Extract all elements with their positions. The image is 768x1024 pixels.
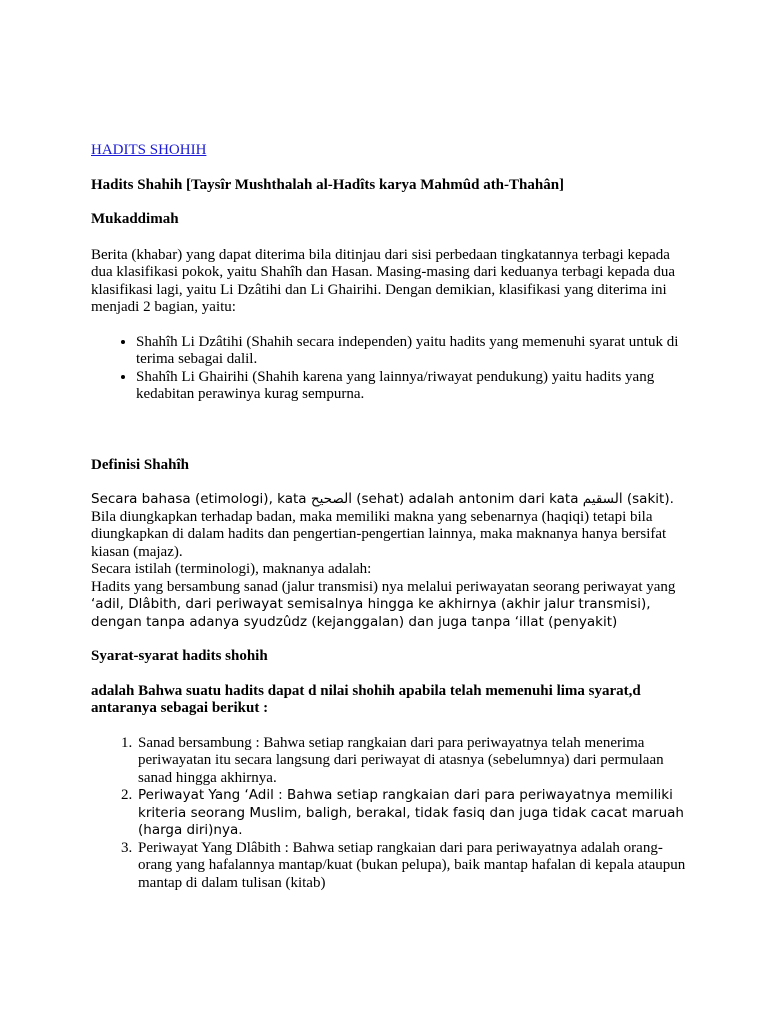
syarat-intro: adalah Bahwa suatu hadits dapat d nilai shohih apabila telah memenuhi lima syarat,d antaranya sebagai berikut : xyxy=(91,682,641,716)
syarat-text: Periwayat Yang ‘Adil : Bahwa setiap rangkaian dari para periwayatnya memiliki kriteria seorang Muslim, baligh, berakal, tidak fasiq dan juga tidak cacat maruah (harga diri)nya. xyxy=(138,787,684,838)
list-item xyxy=(136,735,691,788)
list-item: • Shahîh Li Dzâtihi (Shahih secara independen) yaitu hadits yang memenuhi syarat untuk di terima sebagai dalil. xyxy=(136,334,691,369)
definisi-terminologi-line: Secara istilah (terminologi), maknanya adalah: xyxy=(91,561,372,577)
heading-definisi: Definisi Shahîh xyxy=(91,456,189,473)
syarat-list xyxy=(91,735,691,893)
list-item xyxy=(136,840,691,893)
title-paragraph xyxy=(91,142,691,160)
definisi-hadits-text: Hadits yang bersambung sanad (jalur transmisi) nya melalui periwayatan seorang periwayat yang xyxy=(91,578,676,595)
syarat-text: Sanad bersambung : Bahwa setiap rangkaian dari para periwayatnya telah menerima periwayatan itu secara langsung dari periwayat di atasnya (sebelumnya) dari permulaan sanad hingga akhirnya. xyxy=(138,734,664,786)
document-subtitle: Hadits Shahih [Taysîr Mushthalah al-Hadîts karya Mahmûd ath-Thahân] xyxy=(91,176,565,193)
mukaddimah-paragraph: Berita (khabar) yang dapat diterima bila ditinjau dari sisi perbedaan tingkatannya terbagi kepada dua klasifikasi pokok, yaitu Shahîh dan Hasan. Masing-masing dari keduanya terbagi kepada dua klasifikasi lagi, yaitu Li Dzâtihi dan Li Ghairihi. Dengan demikian, klasifikasi yang diterima ini menjadi 2 bagian, yaitu: xyxy=(91,246,676,315)
definisi-paragraph-2 xyxy=(91,579,691,632)
list-item xyxy=(136,787,691,840)
klasifikasi-list xyxy=(91,334,691,404)
definisi-etimologi-text: Secara bahasa (etimologi), kata الصحيح (sehat) adalah antonim dari kata السقيم (sakit). xyxy=(91,491,674,507)
title-link[interactable]: HADITS SHOHIH xyxy=(91,142,207,158)
list-item: • Shahîh Li Ghairihi (Shahih karena yang lainnya/riwayat pendukung) yaitu hadits yang kedabitan perawinya kurag sempurna. xyxy=(136,369,691,404)
definisi-hadits-continuation: ‘adil, Dlâbith, dari periwayat semisalnya hingga ke akhirnya (akhir jalur transmisi), dengan tanpa adanya syudzûdz (kejanggalan) dan juga tanpa ‘illat (penyakit) xyxy=(91,596,651,630)
definisi-paragraph-1 xyxy=(91,491,691,561)
heading-mukaddimah: Mukaddimah xyxy=(91,211,179,227)
definisi-etimologi-continuation: Bila diungkapkan terhadap badan, maka memiliki makna yang sebenarnya (haqiqi) tetapi bila diungkapkan di dalam hadits dan pengertian-pengertian lainnya, maka maknanya hanya bersifat kiasan (majaz). xyxy=(91,508,667,560)
heading-syarat: Syarat-syarat hadits shohih xyxy=(91,648,268,664)
syarat-text: Periwayat Yang Dlâbith : Bahwa setiap rangkaian dari para periwayatnya adalah orang-orang yang hafalannya mantap/kuat (bukan pelupa), baik mantap hafalan di kepala ataupun mantap di dalam tulisan (kitab) xyxy=(138,839,686,891)
document-body xyxy=(91,142,691,892)
